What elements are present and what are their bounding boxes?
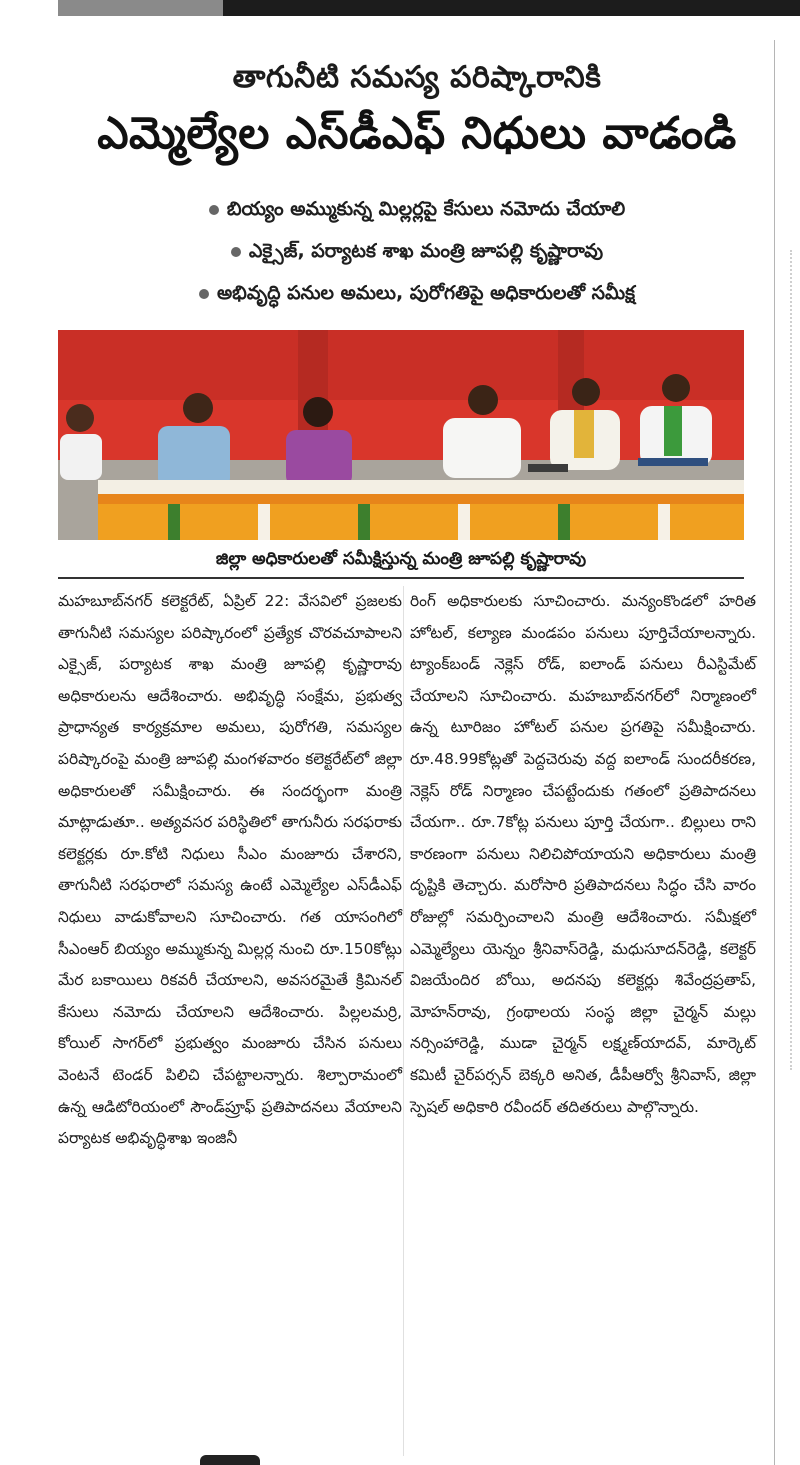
bullet-text: అభివృద్ధి పనుల అమలు, పురోగతిపై అధికారులతో సమీక్ష — [216, 282, 635, 304]
article-column-left — [58, 586, 402, 1155]
bullet-item — [60, 230, 774, 272]
article-headline: ఎమ్మెల్యేల ఎస్‌డీఎఫ్ నిధులు వాడండి — [97, 108, 737, 159]
highlight-bullets — [60, 188, 774, 314]
bullet-item — [60, 188, 774, 230]
top-bar-gray — [58, 0, 223, 16]
bullet-text: ఎక్సైజ్, పర్యాటక శాఖ మంత్రి జూపల్లి కృష్ణారావు — [248, 240, 604, 262]
bullet-dot-icon — [209, 205, 219, 215]
marigold-garland — [98, 494, 744, 540]
meeting-photo-illustration — [58, 330, 744, 540]
next-article-fragment — [200, 1455, 260, 1465]
top-bar-black — [223, 0, 800, 16]
bullet-dot-icon — [231, 247, 241, 257]
article-kicker: తాగునీటి సమస్య పరిష్కారానికి — [232, 60, 602, 95]
column-divider-right — [774, 40, 775, 1465]
bullet-dot-icon — [199, 289, 209, 299]
news-photo — [58, 330, 744, 540]
article-column-right — [410, 586, 756, 1123]
body-text-left: మహబూబ్‌నగర్ కలెక్టరేట్, ఏప్రిల్ 22: వేసవిలో ప్రజలకు తాగునీటి సమస్యల పరిష్కారంలో ప్రత్యేక చొరవచూపాలని ఎక్సైజ్, పర్యాటక శాఖ మంత్రి జూపల్లి కృష్ణారావు అధికారులను ఆదేశించారు. అభివృద్ధి సంక్షేమ, ప్రభుత్వ ప్రాధాన్యత కార్యక్రమాల అమలు, పురోగతి, సమస్యల పరిష్కారంపై మంత్రి జూపల్లి మంగళవారం కలెక్టరేట్‌లో జిల్లా అధికారులతో సమీక్షించారు. ఈ సందర్భంగా మంత్రి మాట్లాడుతూ.. అత్యవసర పరిస్థితిలో తాగునీరు సరఫరాకు కలెక్టర్లకు రూ.కోటి నిధులు సీఎం మంజూరు చేశారని, తాగునీటి సరఫరాలో సమస్య ఉంటే ఎమ్మెల్యేల ఎస్‌డీఎఫ్ నిధులు వాడుకోవాలని సూచించారు. గత యాసంగిలో సీఎంఆర్ బియ్యం అమ్ముకున్న మిల్లర్ల నుంచి రూ.150కోట్లు మేర బకాయిలు రికవరీ చేయాలని, అవసరమైతే క్రిమినల్ కేసులు నమోదు చేయాలని ఆదేశించారు. పిల్లలమర్రి, కోయిల్ సాగర్‌లో ప్రభుత్వం మంజూరు చేసిన పనులు వెంటనే టెండర్ పిలిచి చేపట్టాలన్నారు. శిల్పారామంలో ఉన్న ఆడిటోరియంలో సౌండ్‌ప్రూఫ్ ప్రతిపాదనలు వేయాలని పర్యాటక అభివృద్ధిశాఖ ఇంజినీ — [58, 592, 402, 1148]
column-separator — [403, 586, 404, 1456]
body-text-right: రింగ్ అధికారులకు సూచించారు. మన్యంకొండలో హరిత హోటల్, కల్యాణ మండపం పనులు పూర్తిచేయాలన్నారు. ట్యాంక్‌బండ్ నెక్లెస్ రోడ్, ఐలాండ్ పనులు రీఎస్టిమేట్ చేయాలని సూచించారు. మహబూబ్‌నగర్‌లో నిర్మాణంలో ఉన్న టూరిజం హోటల్ పనుల ప్రగతిపై సమీక్షించారు. రూ.48.99కోట్లతో పెద్దచెరువు వద్ద ఐలాండ్ సుందరీకరణ, నెక్లెస్ రోడ్ నిర్మాణం చేపట్టేందుకు గతంలో ప్రతిపాదనలు చేయగా.. రూ.7కోట్ల పనులు పూర్తి చేయగా.. బిల్లులు రాని కారణంగా పనులు నిలిచిపోయాయని అధికారులు మంత్రి దృష్టికి తెచ్చారు. మరోసారి ప్రతిపాదనలు సిద్ధం చేసి వారం రోజుల్లో సమర్పించాలని మంత్రి ఆదేశించారు. సమీక్షలో ఎమ్మెల్యేలు యెన్నం శ్రీనివాస్‌రెడ్డి, మధుసూదన్‌రెడ్డి, కలెక్టర్ విజయేందిర బోయి, అదనపు కలెక్టర్లు శివేంద్రప్రతాప్, మోహన్‌రావు, గ్రంథాలయ సంస్థ జిల్లా చైర్మన్ మల్లు నర్సింహారెడ్డి, ముడా చైర్మన్ లక్ష్మణ్‌యాదవ్, మార్కెట్ కమిటీ చైర్‌పర్సన్ బెక్కరి అనిత, డీపీఆర్వో శ్రీనివాస్, జిల్లా స్పెషల్ అధికారి రవీందర్ తదితరులు పాల్గొన్నారు. — [410, 592, 756, 1116]
photo-caption: జిల్లా అధికారులతో సమీక్షిస్తున్న మంత్రి జూపల్లి కృష్ణారావు — [58, 541, 744, 579]
adjacent-article-edge — [790, 250, 798, 1070]
bullet-item — [60, 272, 774, 314]
bullet-text: బియ్యం అమ్ముకున్న మిల్లర్లపై కేసులు నమోదు చేయాలి — [226, 198, 626, 220]
